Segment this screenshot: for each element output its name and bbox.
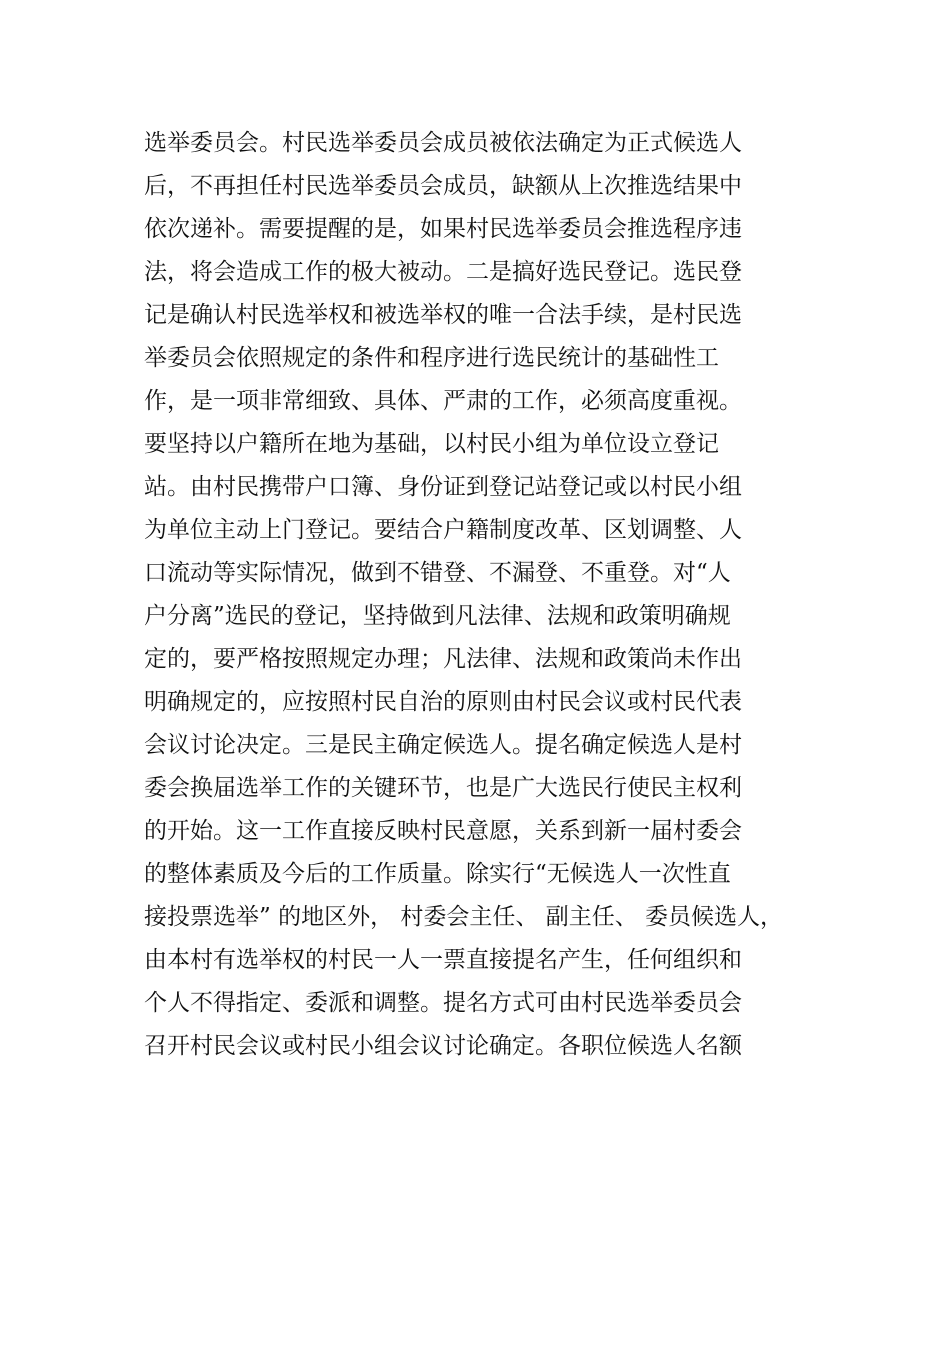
text-line: 选举委员会。村民选举委员会成员被依法确定为正式候选人: [144, 130, 742, 156]
text-line: 要坚持以户籍所在地为基础，以村民小组为单位设立登记: [144, 431, 719, 457]
text-line: 后，不再担任村民选举委员会成员，缺额从上次推选结果中: [144, 173, 742, 199]
text-line: 作，是一项非常细致、具体、严肃的工作，必须高度重视。: [144, 388, 742, 414]
text-line: 委会换届选举工作的关键环节，也是广大选民行使民主权利: [144, 775, 742, 801]
text-line: 依次递补。需要提醒的是，如果村民选举委员会推选程序违: [144, 216, 742, 242]
text-line: 定的，要严格按照规定办理；凡法律、法规和政策尚未作出: [144, 646, 742, 672]
text-line: 接投票选举” 的地区外， 村委会主任、 副主任、 委员候选人，: [144, 904, 784, 930]
text-line: 的开始。这一工作直接反映村民意愿，关系到新一届村委会: [144, 818, 742, 844]
text-line: 记是确认村民选举权和被选举权的唯一合法手续，是村民选: [144, 302, 742, 328]
text-line: 站。由村民携带户口簿、身份证到登记站登记或以村民小组: [144, 474, 742, 500]
body-text: [144, 122, 844, 1068]
text-line: 召开村民会议或村民小组会议讨论确定。各职位候选人名额: [144, 1033, 742, 1059]
text-line: 口流动等实际情况，做到不错登、不漏登、不重登。对“人: [144, 560, 731, 586]
text-line: 举委员会依照规定的条件和程序进行选民统计的基础性工: [144, 345, 719, 371]
text-line: 个人不得指定、委派和调整。提名方式可由村民选举委员会: [144, 990, 742, 1016]
text-line: 户分离”选民的登记，坚持做到凡法律、法规和政策明确规: [144, 603, 731, 629]
text-line: 法，将会造成工作的极大被动。二是搞好选民登记。选民登: [144, 259, 742, 285]
text-line: 由本村有选举权的村民一人一票直接提名产生，任何组织和: [144, 947, 742, 973]
text-line: 明确规定的，应按照村民自治的原则由村民会议或村民代表: [144, 689, 742, 715]
text-line: 的整体素质及今后的工作质量。除实行“无候选人一次性直: [144, 861, 731, 887]
text-line: 会议讨论决定。三是民主确定候选人。提名确定候选人是村: [144, 732, 742, 758]
text-line: 为单位主动上门登记。要结合户籍制度改革、区划调整、人: [144, 517, 742, 543]
